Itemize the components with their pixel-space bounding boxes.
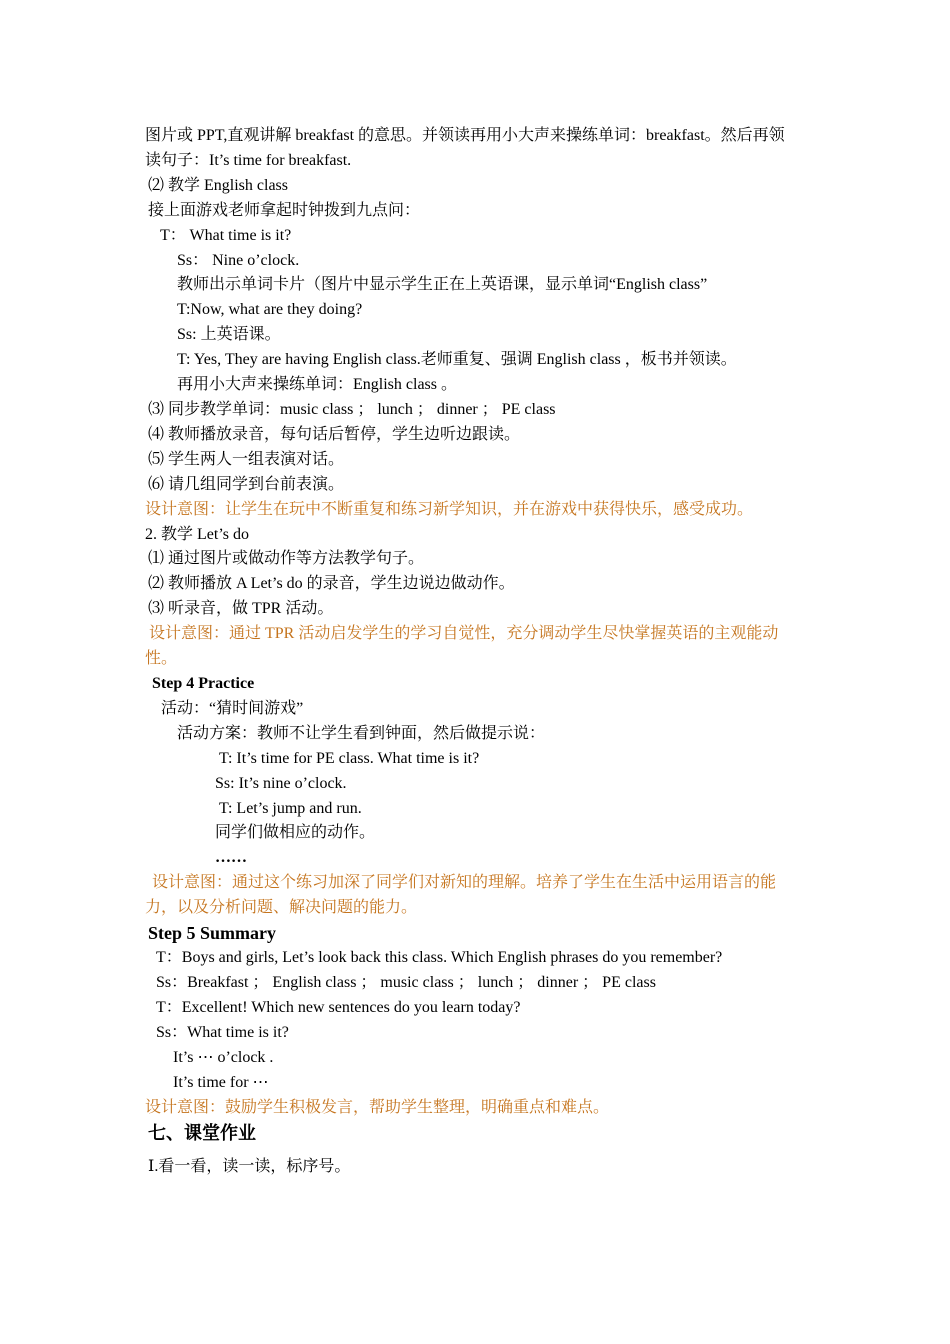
design-intent-note: 设计意图：通过 TPR 活动启发学生的学习自觉性，充分调动学生尽快掌握英语的主观能动 bbox=[149, 625, 779, 642]
ellipsis-line: …… bbox=[215, 849, 247, 866]
dialogue-line: T：Boys and girls, Let’s look back this class. Which English phrases do you remember? bbox=[156, 949, 723, 966]
dialogue-line: T：Excellent! Which new sentences do you learn today? bbox=[156, 999, 521, 1016]
dialogue-line: Ss: 上英语课。 bbox=[177, 326, 281, 343]
list-item: ⑶ 听录音，做 TPR 活动。 bbox=[148, 600, 334, 617]
paragraph-line: Ⅰ.看一看，读一读，标序号。 bbox=[148, 1158, 351, 1175]
design-intent-note: 力，以及分析问题、解决问题的能力。 bbox=[145, 899, 418, 916]
dialogue-line: T:Now, what are they doing? bbox=[177, 301, 363, 318]
paragraph-line: 教师出示单词卡片（图片中显示学生正在上英语课，显示单词“English class” bbox=[177, 276, 708, 293]
dialogue-line: It’s time for ⋯ bbox=[173, 1074, 269, 1091]
dialogue-line: Ss：What time is it? bbox=[156, 1024, 289, 1041]
design-intent-note: 设计意图：通过这个练习加深了同学们对新知的理解。培养了学生在生活中运用语言的能 bbox=[152, 874, 777, 891]
section-heading: 七、课堂作业 bbox=[148, 1123, 256, 1143]
design-intent-note: 设计意图：让学生在玩中不断重复和练习新学知识，并在游戏中获得快乐，感受成功。 bbox=[145, 501, 754, 518]
dialogue-line: T: Let’s jump and run. bbox=[219, 800, 362, 817]
design-intent-note: 性。 bbox=[145, 650, 178, 667]
dialogue-line: T: It’s time for PE class. What time is it? bbox=[219, 750, 480, 767]
paragraph-line: 活动方案：教师不让学生看到钟面，然后做提示说： bbox=[177, 725, 546, 742]
paragraph-line: 图片或 PPT,直观讲解 breakfast 的意思。并领读再用小大声来操练单词：breakfast。然后再领 bbox=[145, 127, 785, 144]
dialogue-line: T： What time is it? bbox=[160, 227, 292, 244]
paragraph-line: 再用小大声来操练单词：English class 。 bbox=[177, 376, 457, 393]
list-item: ⑸ 学生两人一组表演对话。 bbox=[148, 451, 345, 468]
subsection-heading: 2. 教学 Let’s do bbox=[145, 526, 249, 543]
paragraph-line: 读句子：It’s time for breakfast. bbox=[145, 152, 352, 169]
dialogue-line: T: Yes, They are having English class.老师重复、强调 English class ，板书并领读。 bbox=[177, 351, 737, 368]
step-heading: Step 4 Practice bbox=[152, 675, 255, 692]
dialogue-line: Ss: It’s nine o’clock. bbox=[215, 775, 347, 792]
design-intent-note: 设计意图：鼓励学生积极发言，帮助学生整理，明确重点和难点。 bbox=[145, 1099, 610, 1116]
list-item: ⑶ 同步教学单词：music class ； lunch ； dinner ； PE class bbox=[148, 401, 556, 418]
list-item: ⑵ 教师播放 A Let’s do 的录音，学生边说边做动作。 bbox=[148, 575, 515, 592]
dialogue-line: It’s ⋯ o’clock . bbox=[173, 1049, 274, 1066]
paragraph-line: 接上面游戏老师拿起时钟拨到九点问： bbox=[148, 202, 421, 219]
paragraph-line: 活动：“猜时间游戏” bbox=[161, 700, 304, 717]
dialogue-line: Ss：Breakfast ； English class ； music class ； lunch ； dinner ； PE class bbox=[156, 974, 656, 991]
paragraph-line: 同学们做相应的动作。 bbox=[215, 824, 376, 841]
subsection-heading: ⑵ 教学 English class bbox=[148, 177, 288, 194]
dialogue-line: Ss： Nine o’clock. bbox=[177, 252, 300, 269]
list-item: ⑹ 请几组同学到台前表演。 bbox=[148, 476, 345, 493]
list-item: ⑷ 教师播放录音，每句话后暂停，学生边听边跟读。 bbox=[148, 426, 521, 443]
list-item: ⑴ 通过图片或做动作等方法教学句子。 bbox=[148, 550, 425, 567]
step-heading: Step 5 Summary bbox=[148, 923, 277, 943]
